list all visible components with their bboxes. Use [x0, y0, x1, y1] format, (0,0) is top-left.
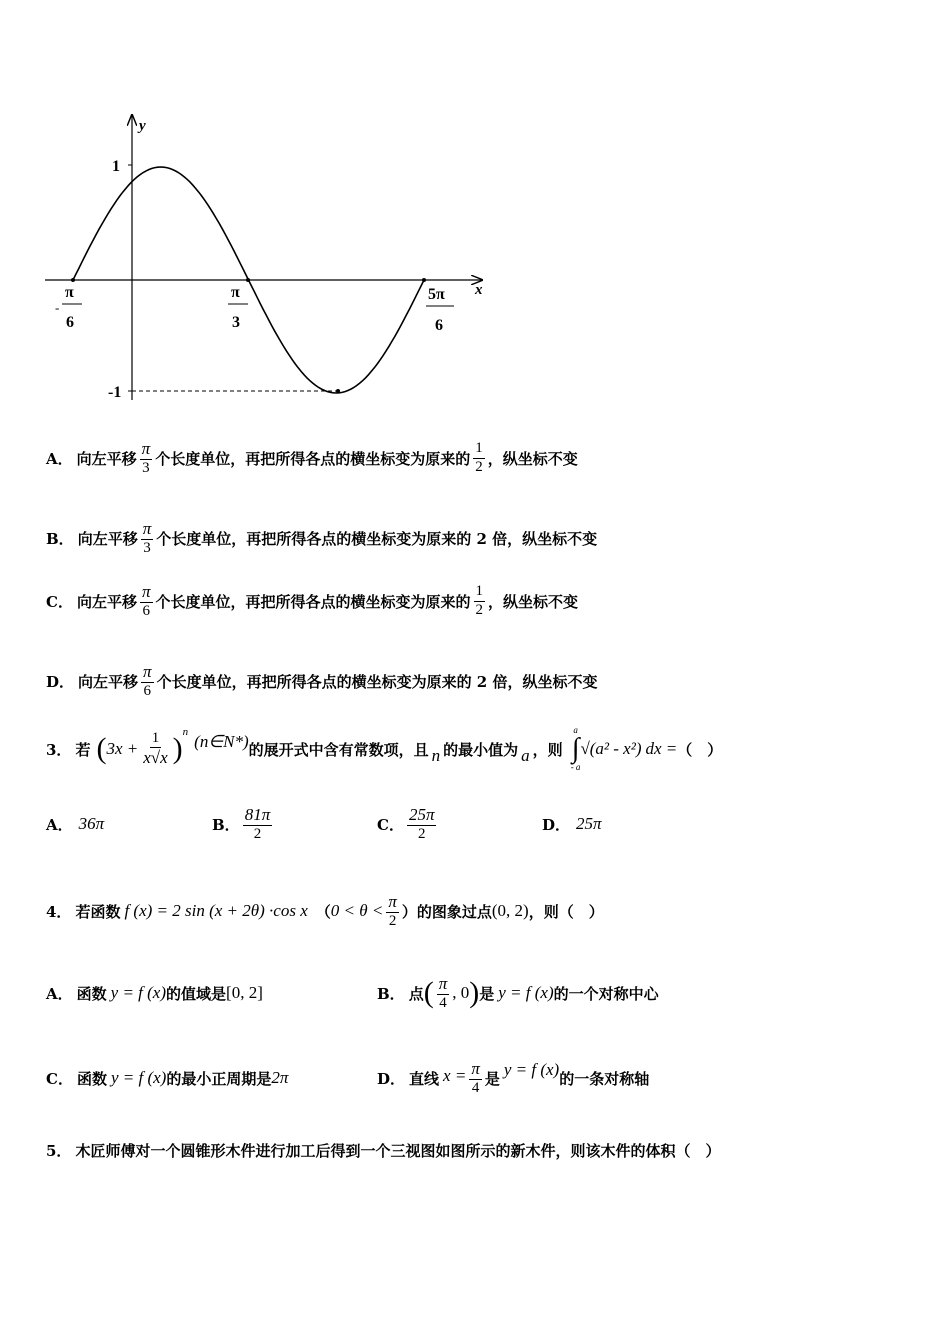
point-right-zero: [422, 278, 426, 282]
integral-upper: a: [573, 725, 578, 735]
option-text-2: 个长度单位，再把所得各点的横坐标变为原来的: [155, 449, 471, 468]
integrand: √(a² - x²): [580, 739, 642, 758]
q3-text-1: 的展开式中含有常数项，且: [248, 740, 429, 759]
fraction-half: $\frac{1}{2}$: [475, 440, 483, 475]
q4-options-ab: [46, 975, 659, 1012]
sine-graph: [40, 110, 540, 410]
q3-var-n: n: [431, 746, 441, 765]
fraction-half: $\frac{1}{2}$: [475, 583, 484, 618]
dx: dx =: [645, 739, 678, 758]
option-letter: A．: [46, 449, 73, 468]
x-axis-label: x: [475, 282, 483, 298]
q4-option-b[interactable]: B． 点 ( $\frac{\pi}{4}$ , 0 ) 是 y = f (x) 的一个对称中心: [377, 974, 659, 1011]
question-4: [46, 893, 604, 930]
option-text-1: 向左平移: [78, 672, 139, 691]
q3-option-b[interactable]: B． $\frac{81\pi}{2}$: [212, 805, 271, 842]
fraction-pi-3: $\frac{\pi}{3}$: [141, 439, 151, 476]
option-text-1: 向左平移: [76, 449, 137, 468]
q4-point: (0, 2): [491, 901, 529, 920]
option-text-1: 向左平移: [77, 529, 138, 548]
point-min: [336, 389, 340, 393]
expr: y = f (x): [110, 983, 167, 1003]
q4-cond-lhs: 0 < θ <: [330, 901, 384, 920]
x-tick3-num: 5π: [428, 286, 445, 303]
q3-option-d[interactable]: D． 25π: [542, 814, 602, 834]
q3-option-c[interactable]: C． $\frac{25\pi}{2}$: [377, 805, 435, 842]
q2-option-d[interactable]: [46, 663, 597, 700]
option-letter: C．: [46, 592, 73, 611]
left-paren: (: [96, 732, 107, 765]
question-5: [46, 1140, 720, 1161]
q4-cond-close: ）: [401, 902, 417, 921]
option-text-3: ，纵坐标不变: [488, 592, 579, 611]
point-fraction: $\frac{\pi}{4}$: [438, 974, 448, 1011]
expr: y = f (x): [110, 1067, 167, 1087]
q4-option-d[interactable]: D． 直线 x = $\frac{\pi}{4}$ 是 y = f (x) 的一条对称轴: [377, 1059, 650, 1096]
q3-var-a: a: [521, 746, 530, 765]
option-letter: B．: [46, 529, 74, 548]
range: [0, 2]: [226, 983, 263, 1003]
x-tick1-num: π: [65, 284, 74, 301]
option-text-2: 个长度单位，再把所得各点的横坐标变为原来的 2 倍，纵坐标不变: [156, 672, 598, 691]
q3-option-a[interactable]: A． 36π: [46, 814, 105, 834]
q3-text-2: 的最小值为: [443, 740, 519, 759]
question-3: [46, 726, 722, 772]
y-tick-label-bottom: -1: [108, 384, 122, 401]
x-tick3-den: 6: [435, 317, 443, 334]
q3-expr-a: 3x +: [106, 739, 139, 758]
q5-text: 木匠师傅对一个圆锥形木件进行加工后得到一个三视图如图所示的新木件，则该木件的体积（ ）: [75, 1142, 721, 1160]
x-fraction: $\frac{\pi}{4}$: [471, 1059, 480, 1096]
q3-exp-n: n: [182, 726, 189, 738]
point-left-zero: [71, 278, 75, 282]
question-number: 4．: [46, 902, 72, 921]
option-text-2: 个长度单位，再把所得各点的横坐标变为原来的 2 倍，纵坐标不变: [156, 529, 598, 548]
q4-option-c[interactable]: C． 函数 y = f (x) 的最小正周期是 2π: [46, 1067, 289, 1088]
q3-fraction: $\frac{1}{x√x}$: [143, 729, 168, 768]
expr: y = f (x): [503, 1060, 560, 1079]
q4-option-a[interactable]: A． 函数 y = f (x) 的值域是 [0, 2]: [46, 983, 263, 1003]
option-text-3: ，纵坐标不变: [487, 449, 578, 468]
q2-option-a[interactable]: [46, 440, 578, 477]
question-number: 5．: [46, 1142, 72, 1160]
fraction-pi-6: $\frac{\pi}{6}$: [141, 582, 151, 619]
x-tick1-sign: -: [55, 300, 60, 315]
y-tick-label-top: 1: [112, 158, 120, 175]
option-letter: D．: [46, 672, 75, 691]
q3-condition: (n∈N*): [194, 732, 249, 751]
right-paren: ): [469, 976, 480, 1010]
q4-text-3: ，则（ ）: [528, 902, 604, 921]
q4-text-2: 的图象过点: [416, 902, 492, 921]
left-paren: (: [423, 976, 434, 1010]
q4-text-1: 若函数: [75, 902, 121, 921]
option-fraction: $\frac{25\pi}{2}$: [408, 805, 435, 842]
q4-function: f (x) = 2 sin (x + 2θ) ·cos x: [124, 901, 308, 921]
option-fraction: $\frac{81\pi}{2}$: [244, 805, 271, 842]
integral: [571, 726, 678, 772]
x-tick2-den: 3: [232, 314, 240, 331]
q3-options: [46, 806, 746, 843]
q3-blank: （ ）: [677, 740, 723, 759]
q3-ruo: 若: [75, 740, 91, 759]
q3-text-3: ，则: [532, 740, 563, 759]
expr: y = f (x): [498, 983, 554, 1003]
q4-cond-open: （: [315, 902, 331, 921]
question-number: 3．: [46, 740, 72, 759]
point-mid-zero: [246, 278, 250, 282]
right-paren: ): [172, 732, 183, 765]
y-axis-label: y: [139, 118, 146, 134]
x-tick2-num: π: [231, 284, 240, 301]
fraction-pi-6: $\frac{\pi}{6}$: [143, 662, 152, 699]
x-tick1-den: 6: [66, 314, 74, 331]
q4-options-cd: [46, 1060, 649, 1097]
q2-option-b[interactable]: [46, 520, 597, 557]
integral-lower: - a: [570, 762, 581, 772]
period: 2π: [271, 1068, 289, 1088]
lhs: x =: [443, 1066, 467, 1085]
option-text-2: 个长度单位，再把所得各点的横坐标变为原来的: [155, 592, 471, 611]
q4-cond-fraction: $\frac{\pi}{2}$: [388, 892, 397, 929]
q2-option-c[interactable]: [46, 583, 578, 620]
integral-sign-icon: ∫: [571, 733, 580, 764]
option-value: 25π: [576, 814, 602, 834]
option-value: 36π: [78, 814, 105, 834]
fraction-pi-3: $\frac{\pi}{3}$: [142, 519, 152, 556]
option-text-1: 向左平移: [76, 592, 137, 611]
